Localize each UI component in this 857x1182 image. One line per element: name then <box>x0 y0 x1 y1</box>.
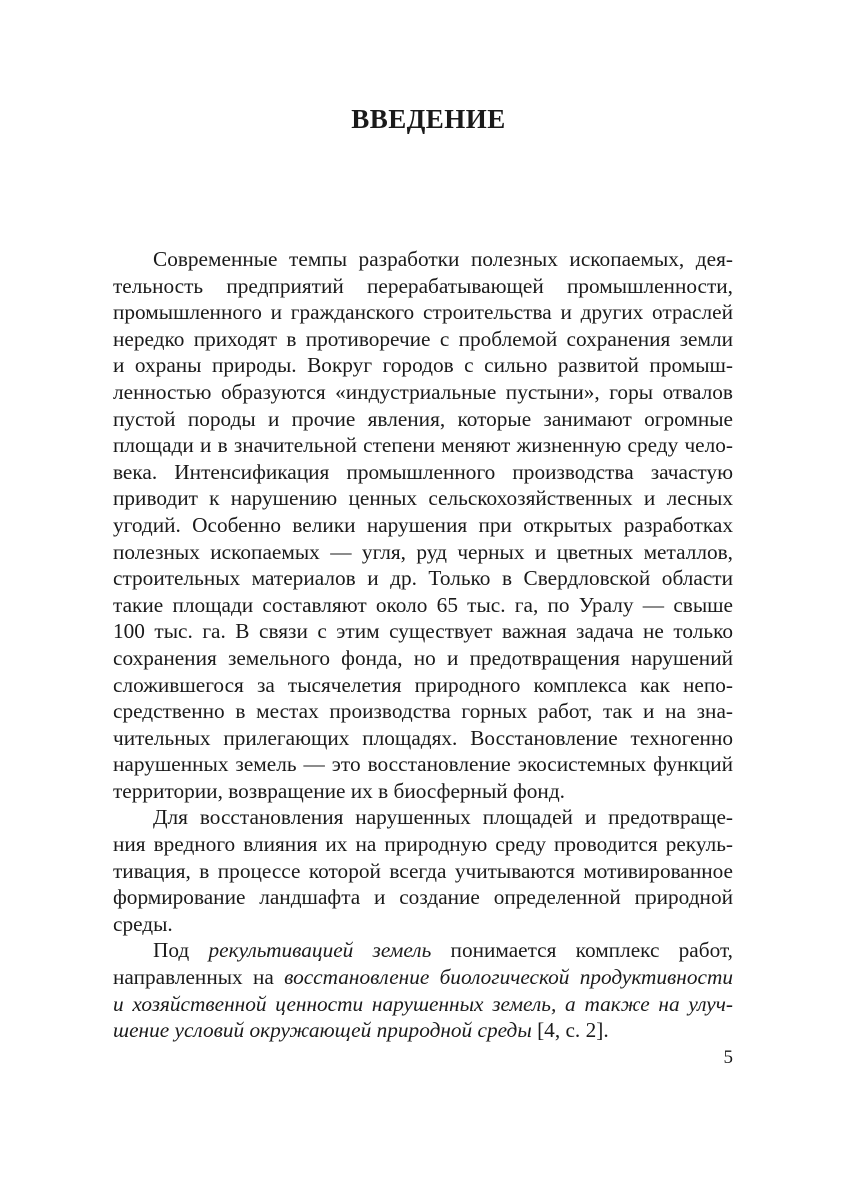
text-line: приводит к нарушению ценных сельскохозяйственных и лесных <box>113 486 733 511</box>
text-line: ния вредного влияния их на природную среду проводится рекуль- <box>113 832 733 857</box>
citation: [4, с. 2]. <box>531 1018 609 1043</box>
text-line: площади и в значительной степени меняют жизненную среду чело- <box>113 433 733 458</box>
text-line: сохранения земельного фонда, но и предотвращения нарушений <box>113 645 733 670</box>
text-line: территории, возвращение их в биосферный фонд. <box>113 778 565 803</box>
text-line: пустой породы и прочие явления, которые занимают огромные <box>113 406 733 431</box>
text-run: понимается комплекс работ, <box>431 938 733 963</box>
italic-term: рекультивацией земель <box>208 938 432 963</box>
text-line <box>113 991 733 1018</box>
text-line: среды. <box>113 911 173 936</box>
italic-definition: шение условий окружающей природной среды <box>113 1018 532 1043</box>
paragraph-3 <box>113 937 733 1043</box>
text-line: и охраны природы. Вокруг городов с сильно развитой промыш- <box>113 353 733 378</box>
text-line: тельность предприятий перерабатывающей промышленности, <box>113 273 733 298</box>
text-line: Для восстановления нарушенных площадей и предотвраще- <box>153 805 733 830</box>
paragraph-2 <box>113 804 733 937</box>
text-line: средственно в местах производства горных работ, так и на зна- <box>113 699 733 724</box>
text-line: Современные темпы разработки полезных ископаемых, дея- <box>153 247 733 271</box>
text-line: такие площади составляют около 65 тыс. га, по Уралу — свыше <box>113 592 733 617</box>
text-line <box>113 1017 733 1044</box>
text-line: угодий. Особенно велики нарушения при открытых разработках <box>113 512 733 537</box>
text-line: нередко приходят в противоречие с проблемой сохранения земли <box>113 326 733 351</box>
text-line: промышленного и гражданского строительства и других отраслей <box>113 300 733 325</box>
text-line: 100 тыс. га. В связи с этим существует важная задача не только <box>113 619 733 644</box>
body-text <box>113 246 733 1044</box>
text-line: полезных ископаемых — угля, руд черных и цветных металлов, <box>113 539 733 564</box>
italic-definition: и хозяйственной ценности нарушенных земель, а также на улуч- <box>113 991 733 1016</box>
italic-definition: восстановление биологической продуктивности <box>284 965 733 990</box>
text-line: ленностью образуются «индустриальные пустыни», горы отвалов <box>113 379 733 404</box>
text-line: строительных материалов и др. Только в Свердловской области <box>113 566 733 591</box>
text-line <box>113 937 733 964</box>
text-run: Под <box>153 938 209 963</box>
text-line: чительных прилегающих площадях. Восстановление техногенно <box>113 725 733 750</box>
page-number: 5 <box>723 1047 733 1068</box>
text-line: формирование ландшафта и создание определенной природной <box>113 885 733 910</box>
text-line: сложившегося за тысячелетия природного комплекса как непо- <box>113 672 733 697</box>
text-run: направленных на <box>113 965 285 990</box>
paragraph-1 <box>113 246 733 804</box>
text-line: нарушенных земель — это восстановление экосистемных функций <box>113 752 733 777</box>
text-line: тивация, в процессе которой всегда учитываются мотивированное <box>113 858 733 883</box>
text-line: века. Интенсификация промышленного производства зачастую <box>113 459 733 484</box>
page-title: ВВЕДЕНИЕ <box>351 104 506 134</box>
text-line <box>113 964 733 991</box>
